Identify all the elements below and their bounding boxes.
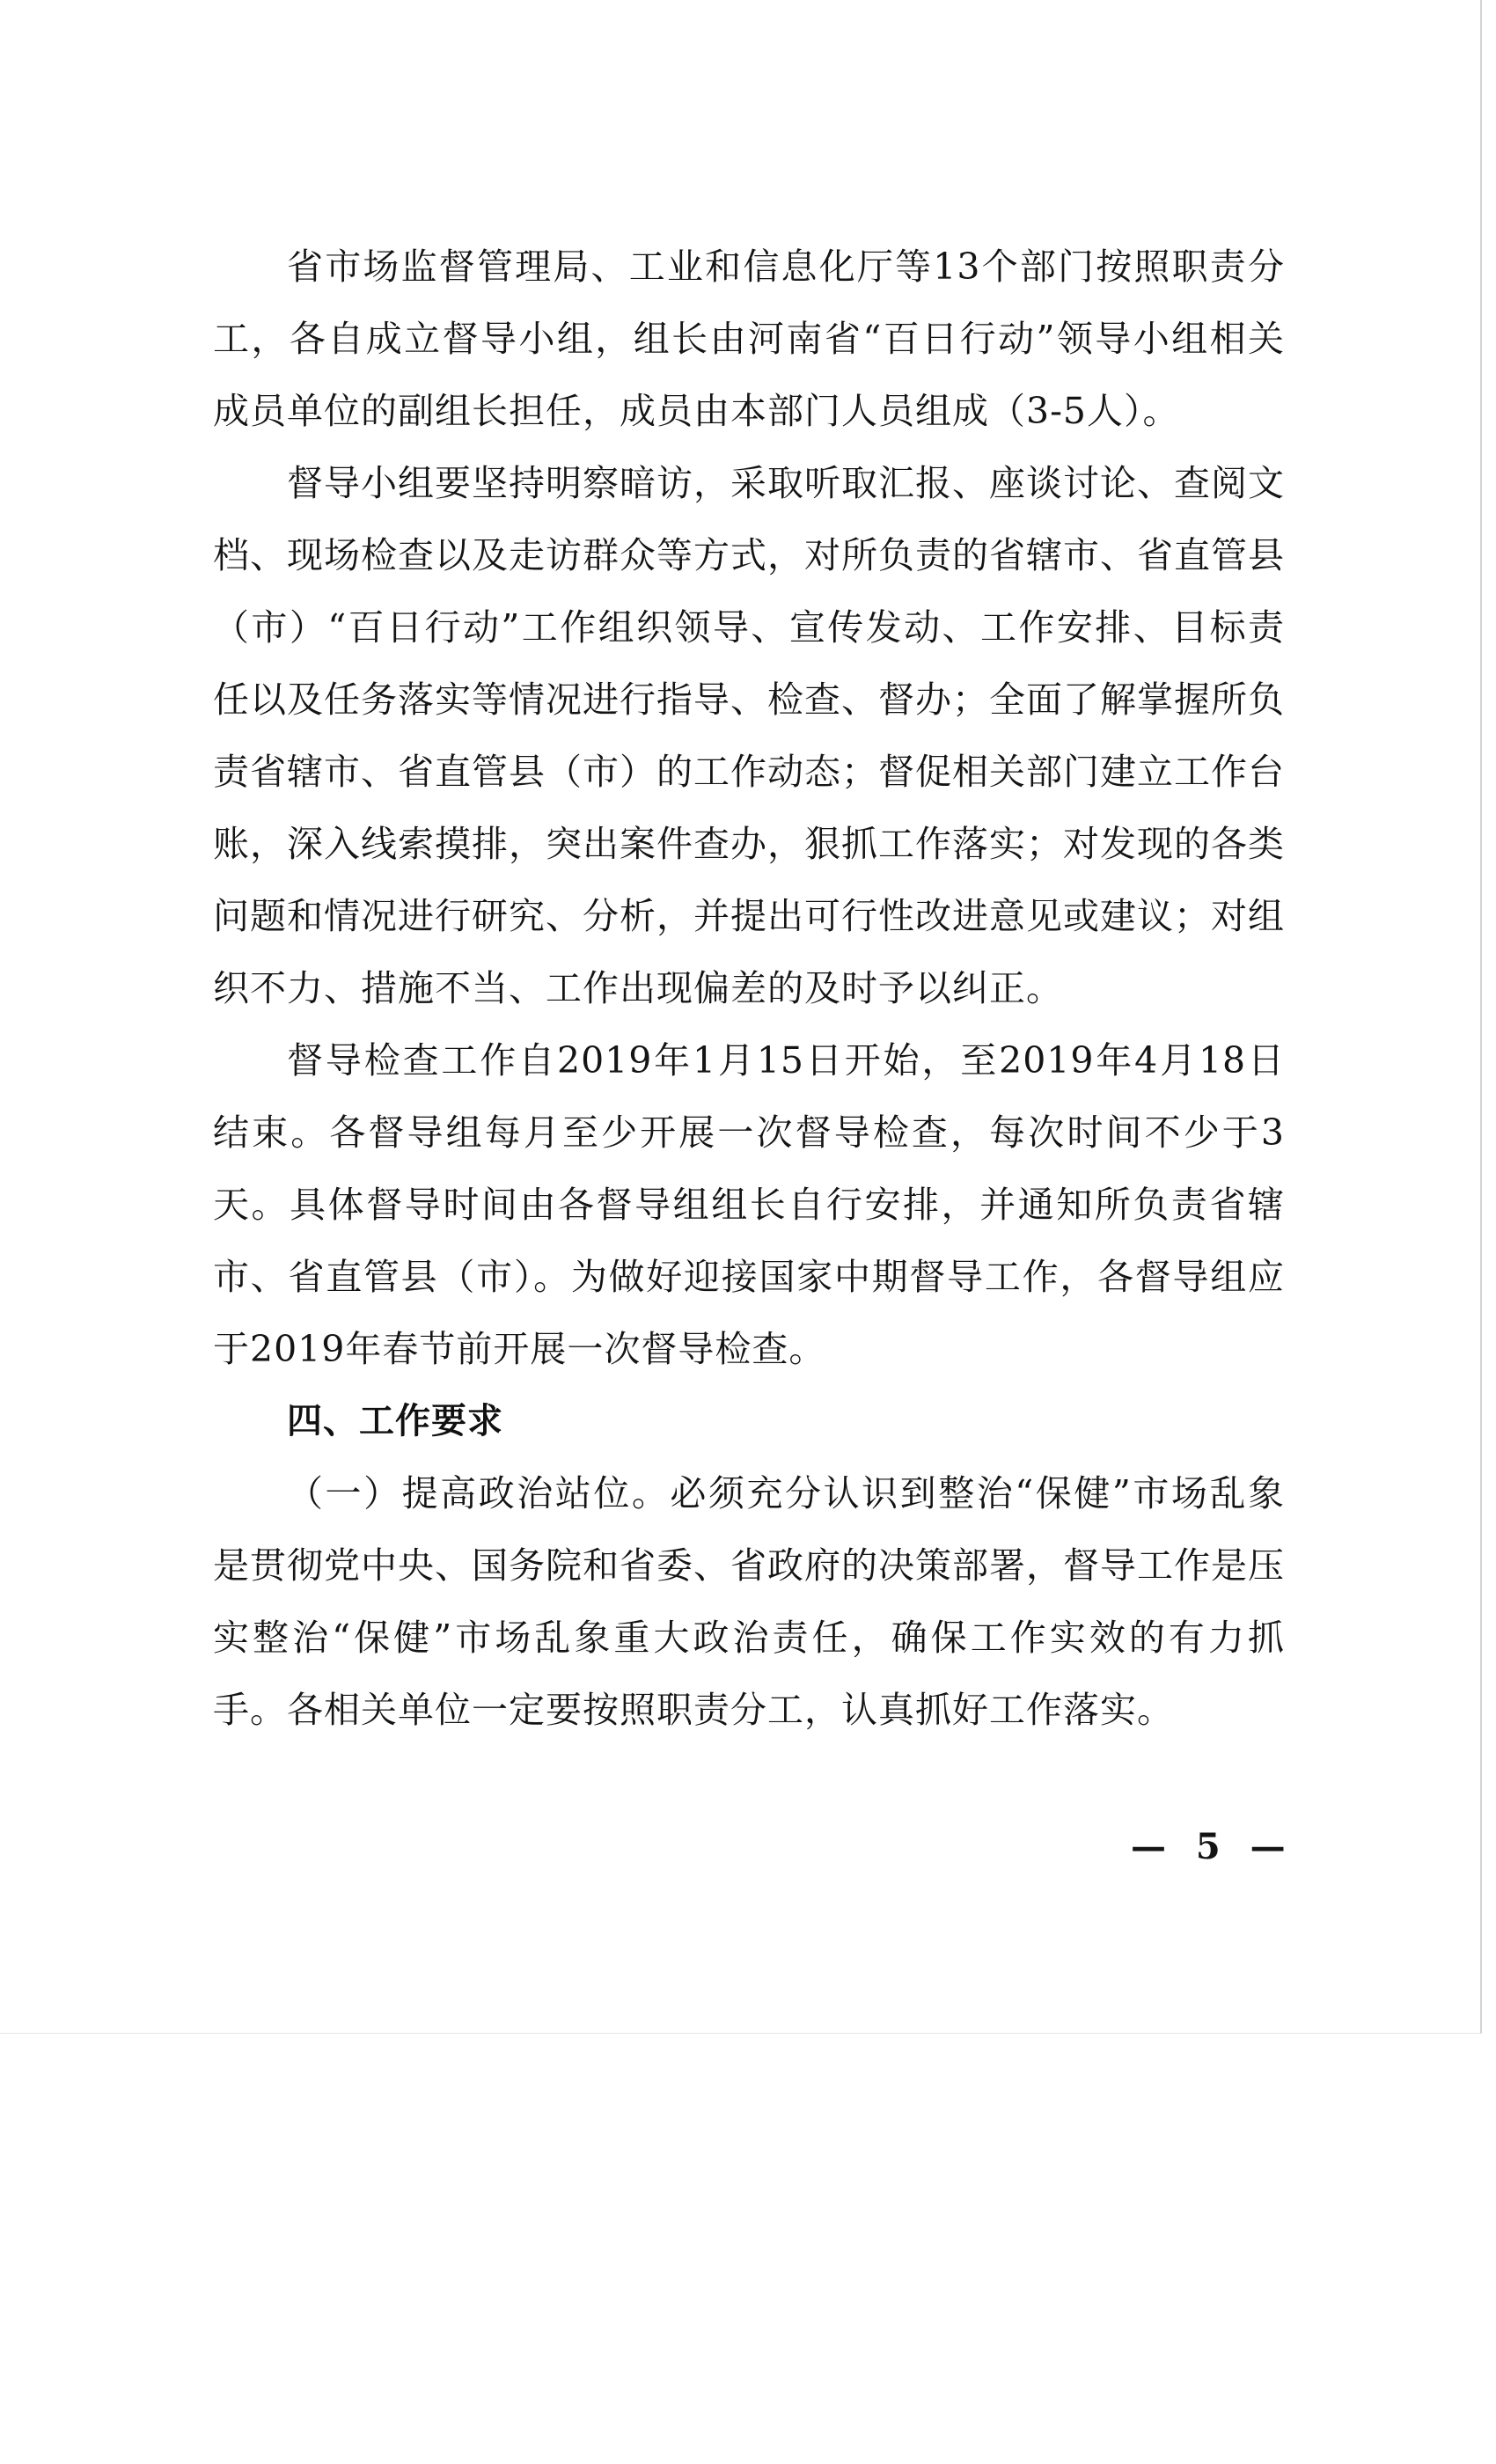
paragraph-political-stance: （一）提高政治站位。必须充分认识到整治“保健”市场乱象是贯彻党中央、国务院和省委、省政府的决策部署，督导工作是压实整治“保健”市场乱象重大政治责任，确保工作实效的有力抓手。各相关单位一定要按照职责分工，认真抓好工作落实。 bbox=[213, 1472, 1285, 1731]
paragraph-supervision-teams: 省市场监督管理局、工业和信息化厅等13个部门按照职责分工，各自成立督导小组，组长由河南省“百日行动”领导小组相关成员单位的副组长担任，成员由本部门人员组成（3-5人）。 bbox=[213, 246, 1285, 432]
document-body bbox=[213, 231, 1285, 1746]
paragraph-supervision-schedule: 督导检查工作自2019年1月15日开始，至2019年4月18日结束。各督导组每月至少开展一次督导检查，每次时间不少于3天。具体督导时间由各督导组组长自行安排，并通知所负责省辖市、省直管县（市）。为做好迎接国家中期督导工作，各督导组应于2019年春节前开展一次督导检查。 bbox=[213, 1039, 1285, 1370]
paragraph-supervision-methods: 督导小组要坚持明察暗访，采取听取汇报、座谈讨论、查阅文档、现场检查以及走访群众等方式，对所负责的省辖市、省直管县（市）“百日行动”工作组织领导、宣传发动、工作安排、目标责任以及任务落实等情况进行指导、检查、督办；全面了解掌握所负责省辖市、省直管县（市）的工作动态；督促相关部门建立工作台账，深入线索摸排，突出案件查办，狠抓工作落实；对发现的各类问题和情况进行研究、分析，并提出可行性改进意见或建议；对组织不力、措施不当、工作出现偏差的及时予以纠正。 bbox=[213, 462, 1285, 1009]
section-heading: 四、工作要求 bbox=[287, 1401, 503, 1441]
page-number: — 5 — bbox=[1131, 1826, 1294, 1867]
